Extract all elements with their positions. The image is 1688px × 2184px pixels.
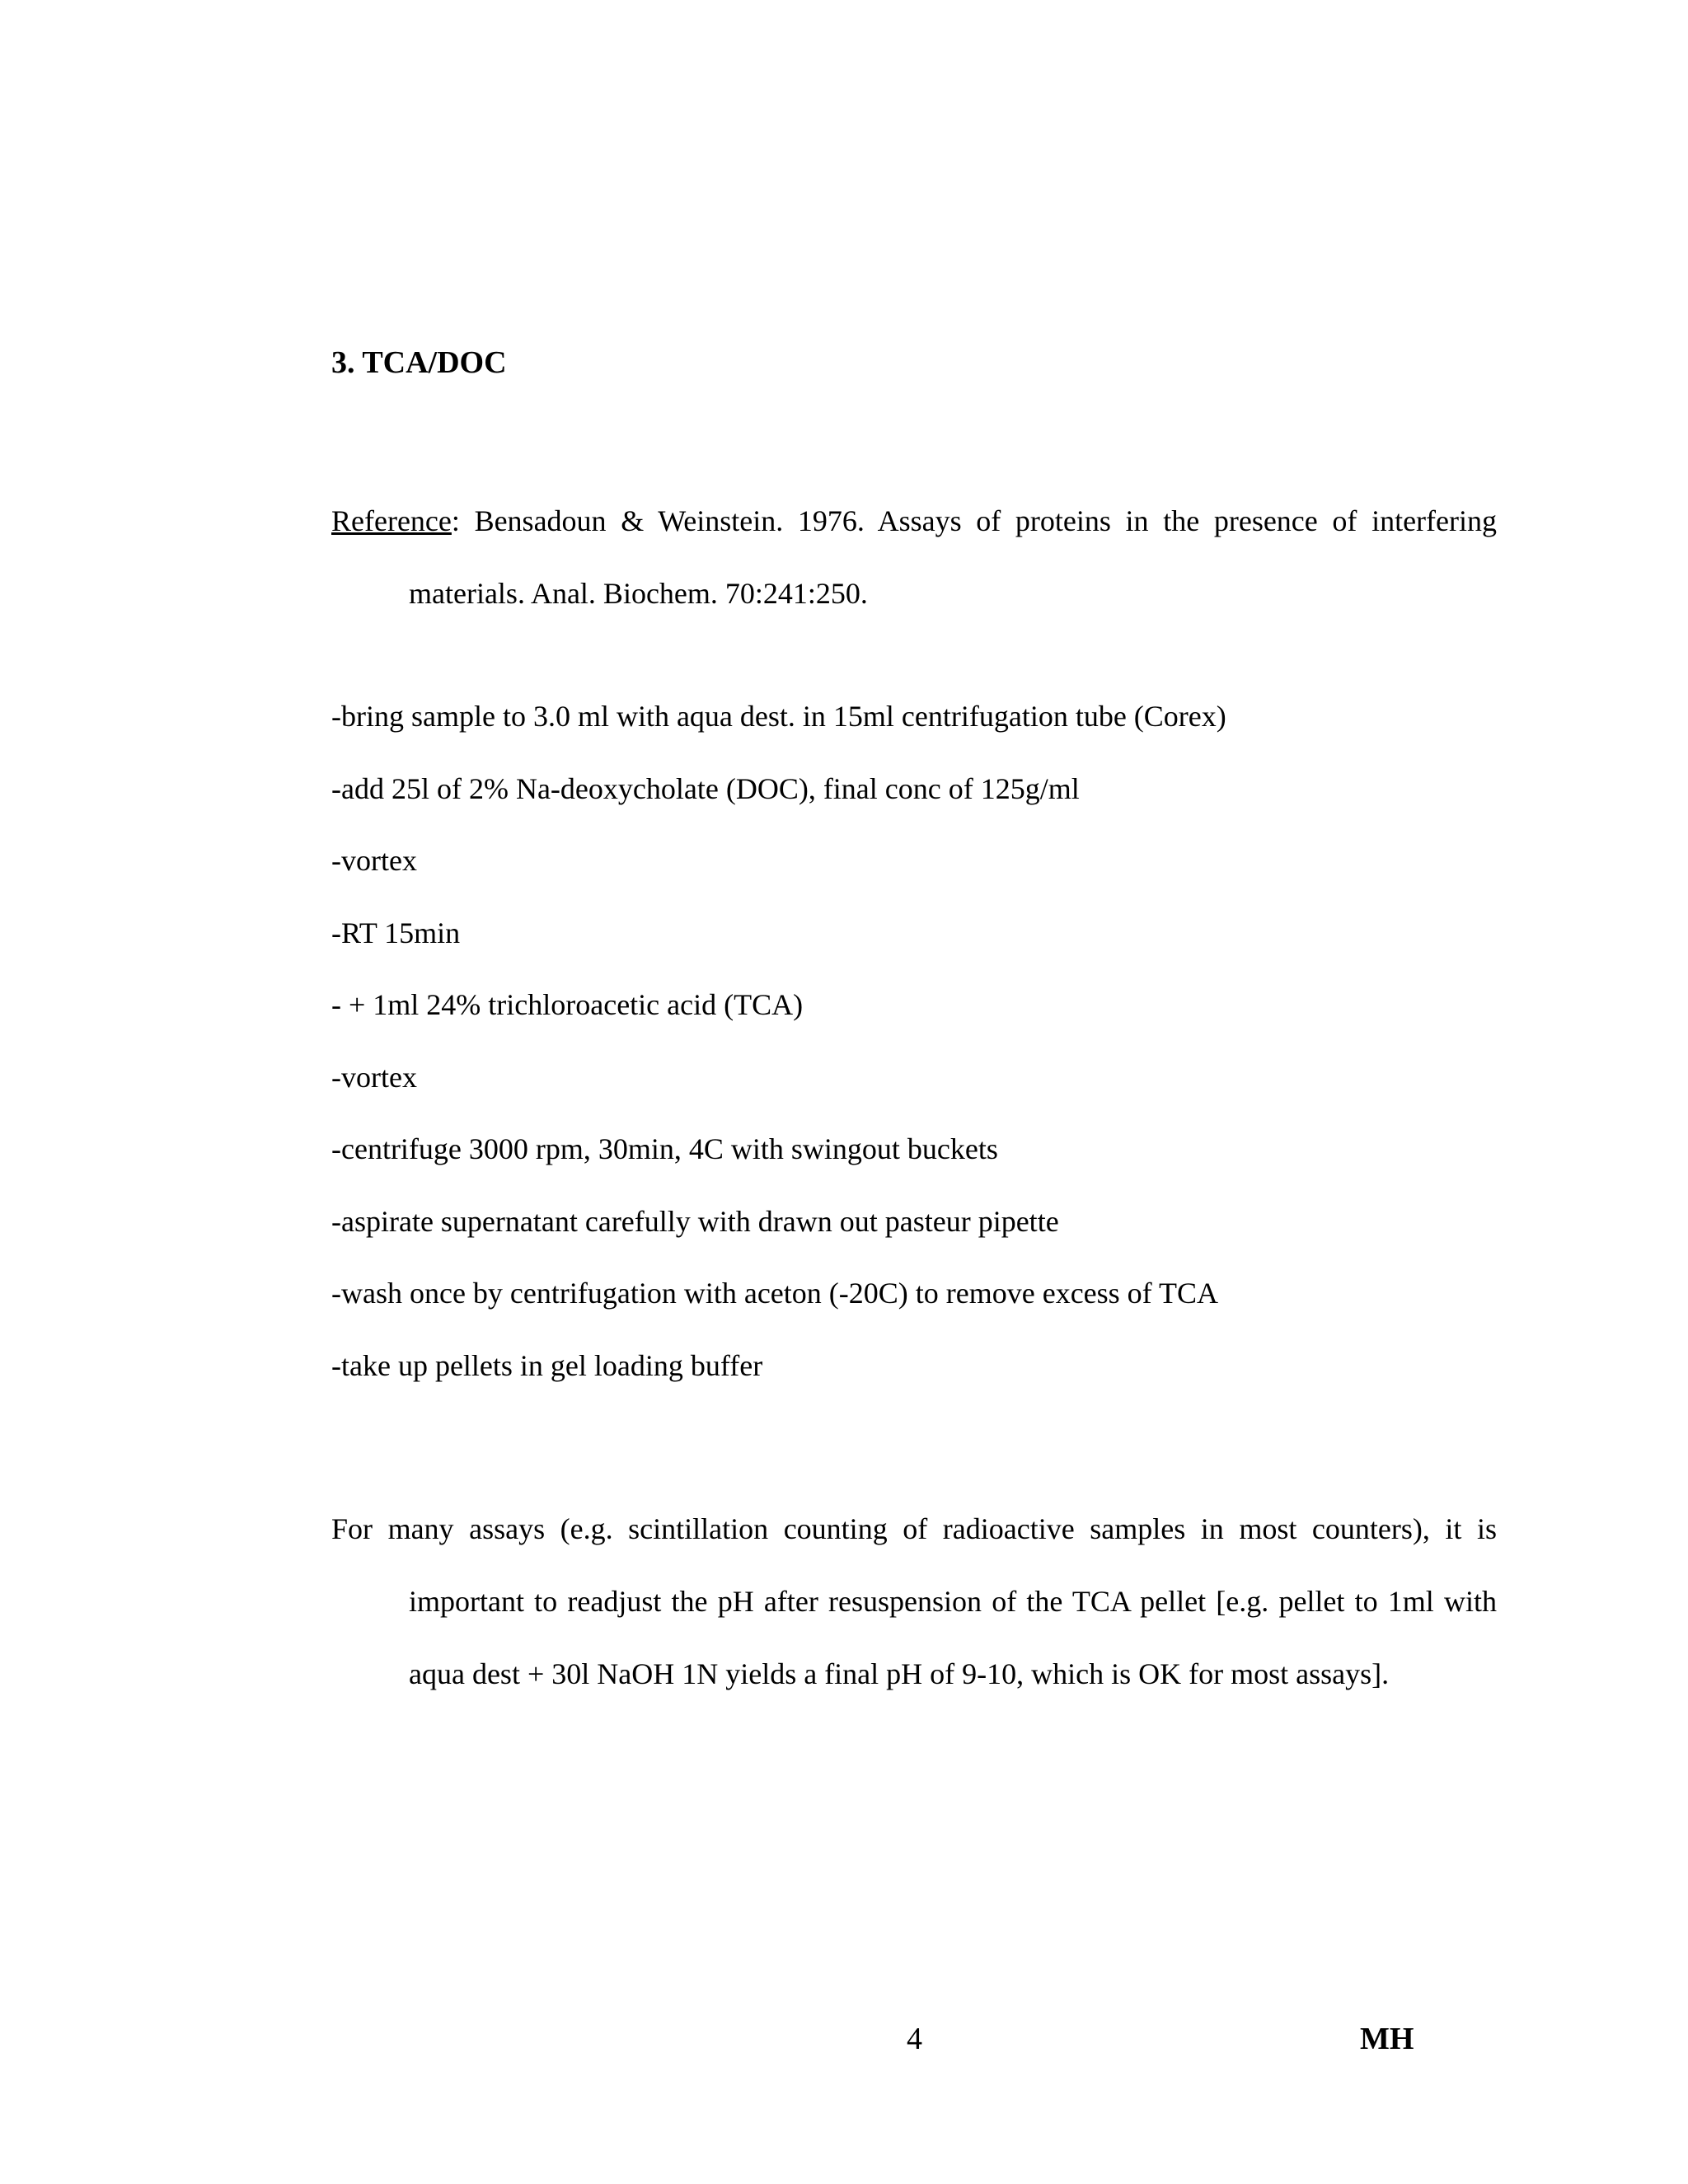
step-item: -take up pellets in gel loading buffer — [331, 1349, 763, 1382]
author-initials: MH — [1360, 2022, 1414, 2056]
step-item: - + 1ml 24% trichloroacetic acid (TCA) — [331, 988, 804, 1021]
step-item: -vortex — [331, 844, 417, 877]
step-item: -RT 15min — [331, 916, 461, 949]
step-item: -centrifuge 3000 rpm, 30min, 4C with swingout buckets — [331, 1132, 998, 1165]
note-paragraph: For many assays (e.g. scintillation counting of radioactive samples in most counters), it is important to readjust the pH after resuspension of the TCA pellet [e.g. pellet to 1ml with aqua dest + 30l NaOH 1N yields a final pH of 9-10, which is OK for most assays]. — [331, 1512, 1497, 1690]
page-number: 4 — [907, 2022, 922, 2056]
reference-text: Bensadoun & Weinstein. 1976. Assays of proteins in the presence of interfering materials. Anal. Biochem. 70:241:250. — [409, 504, 1497, 610]
reference-separator: : — [451, 504, 460, 537]
reference-label: Reference — [331, 504, 452, 537]
step-item: -wash once by centrifugation with aceton (-20C) to remove excess of TCA — [331, 1277, 1219, 1310]
step-item: -add 25l of 2% Na-deoxycholate (DOC), final conc of 125g/ml — [331, 772, 1080, 805]
section-heading: 3. TCA/DOC — [331, 345, 507, 380]
step-item: -aspirate supernatant carefully with drawn out pasteur pipette — [331, 1205, 1059, 1238]
reference-paragraph — [331, 485, 1497, 630]
step-item: -vortex — [331, 1061, 417, 1094]
step-item: -bring sample to 3.0 ml with aqua dest. in 15ml centrifugation tube (Corex) — [331, 700, 1226, 733]
